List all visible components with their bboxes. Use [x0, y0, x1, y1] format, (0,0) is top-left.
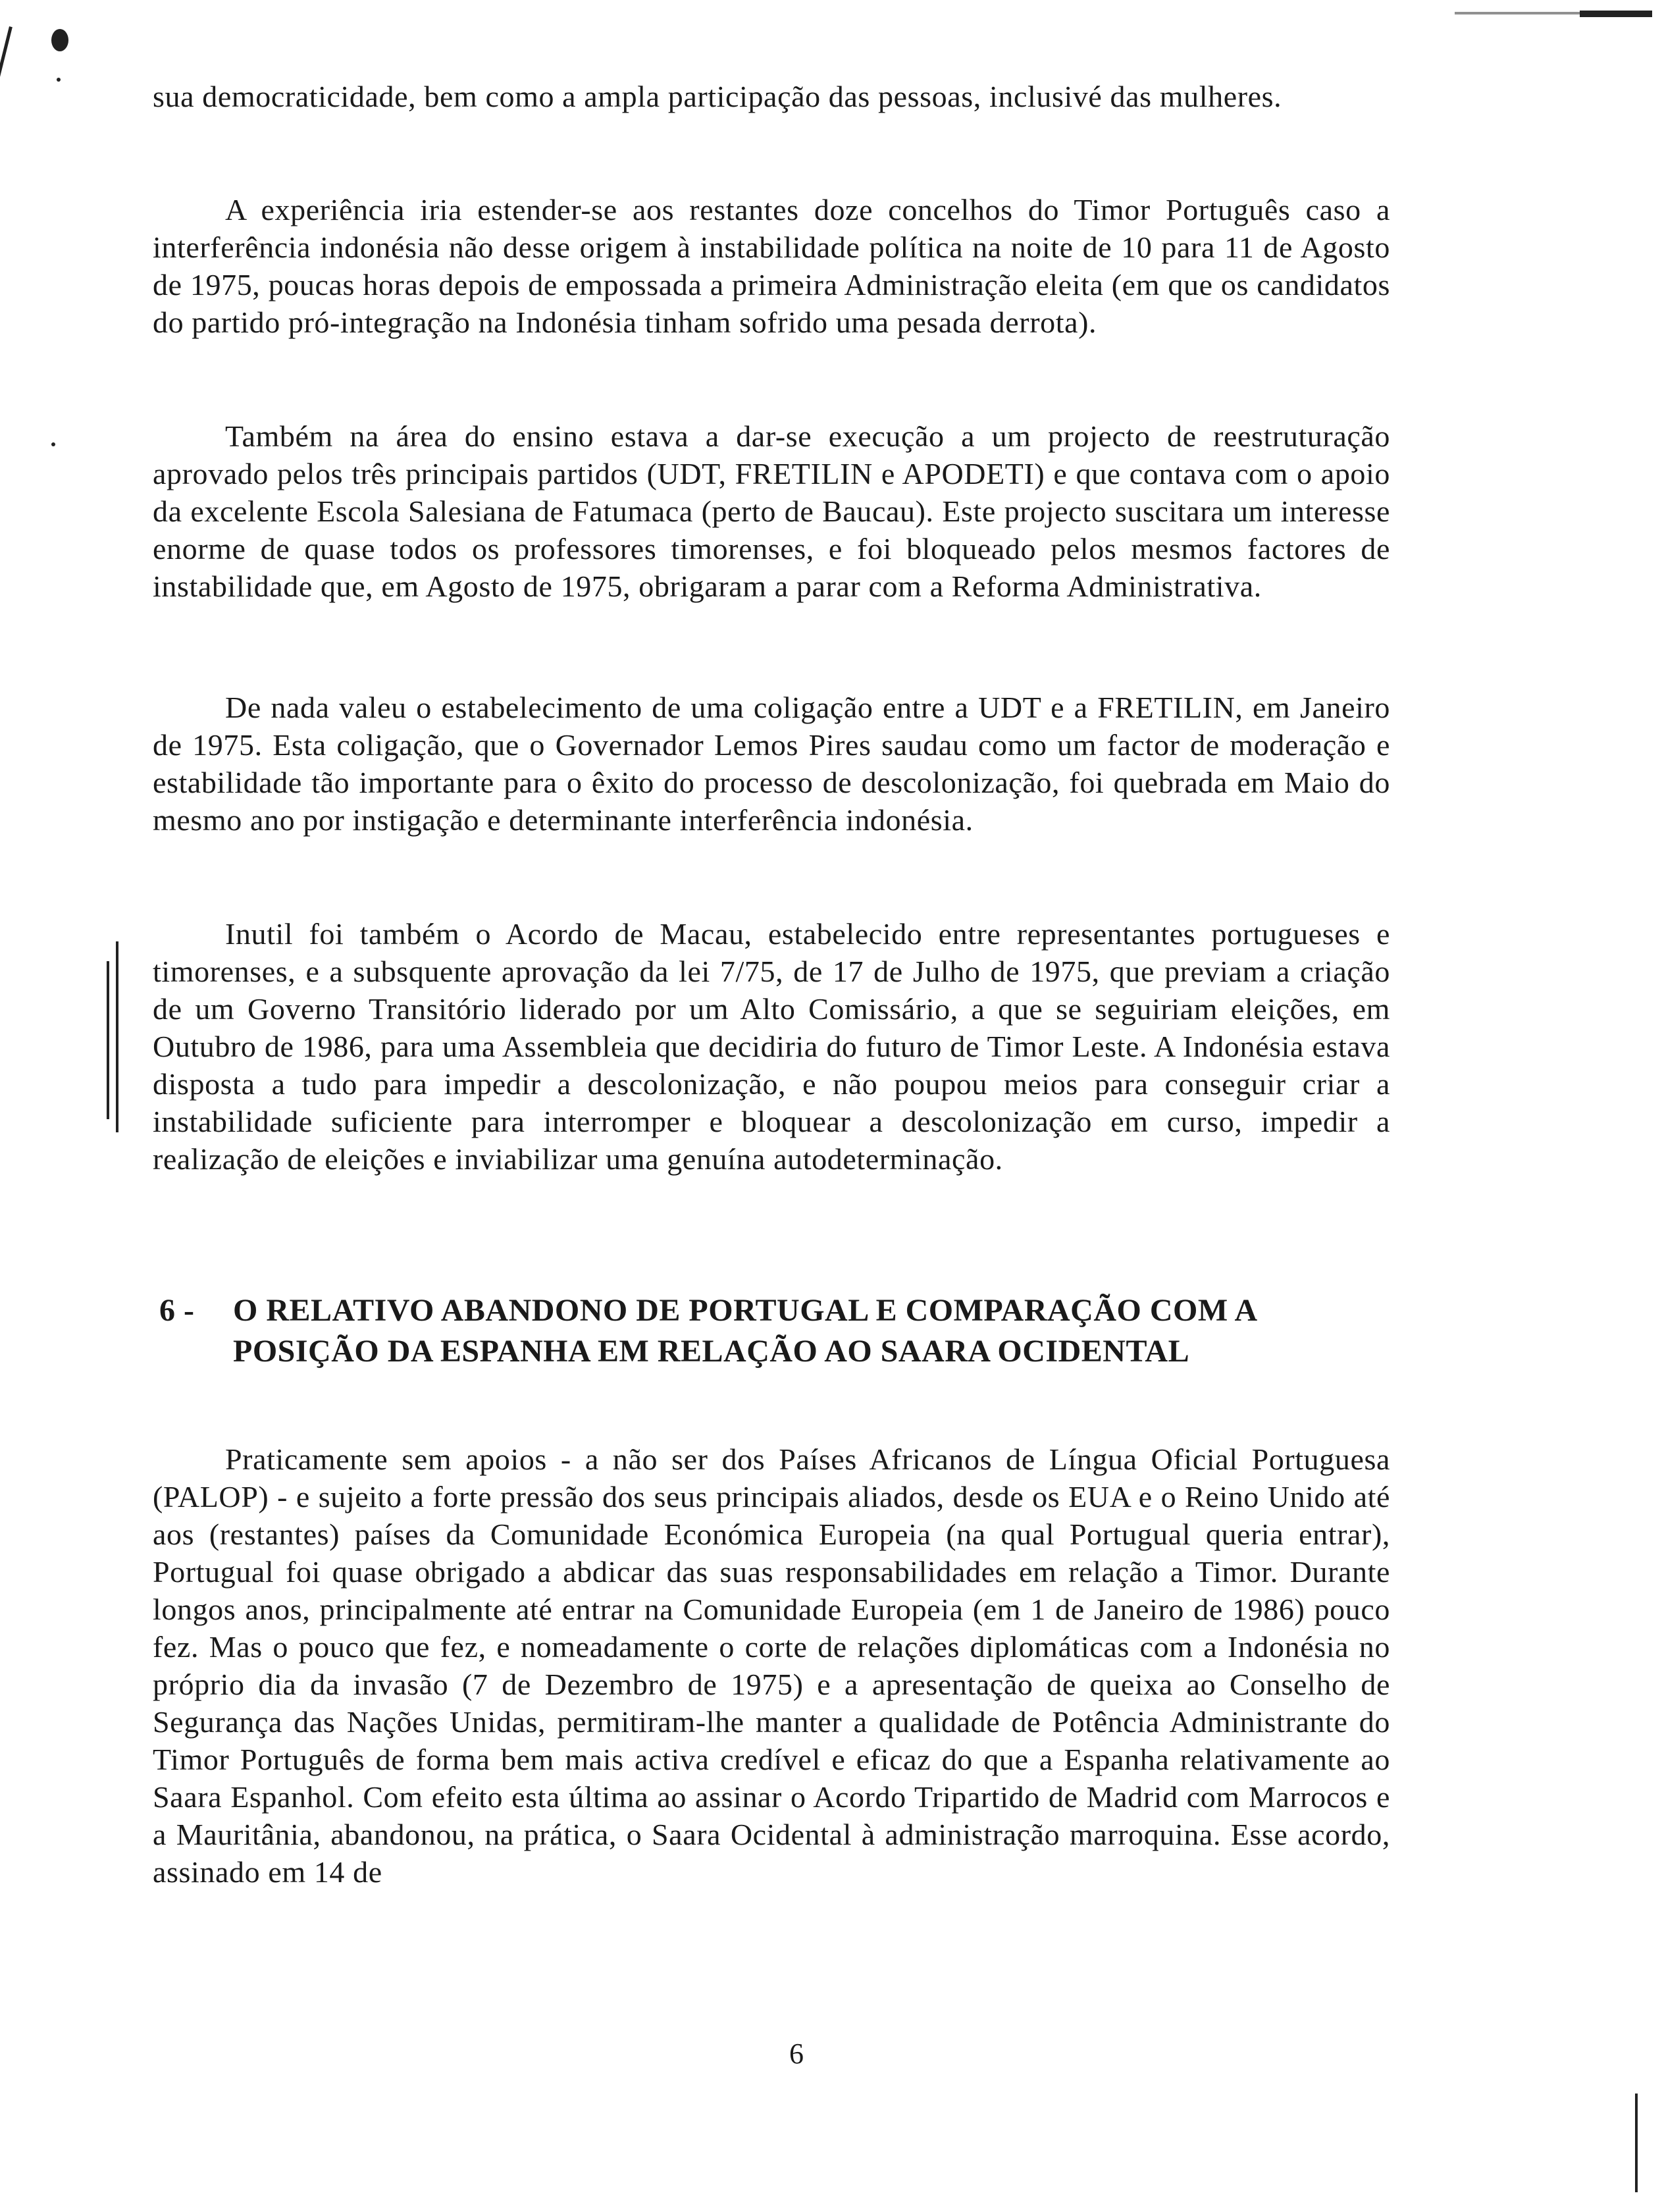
scan-mark-top-right-bold: [1580, 11, 1652, 17]
scan-blot-top-left: [51, 29, 68, 51]
scan-mark-left-margin-1: [107, 961, 109, 1119]
scan-mark-left-margin-2: [116, 941, 118, 1132]
paragraph-3: Também na área do ensino estava a dar-se execução a um projecto de reestruturação aprovado pelos três principais partidos (UDT, FRETILIN e APODETI) e que contava com o apoio da excelente Escola Salesiana de Fatumaca (perto de Baucau). Este projecto suscitara um interesse enorme de quase todos os professores timorenses, e foi bloqueado pelos mesmos factores de instabilidade que, em Agosto de 1975, obrigaram a parar com a Reforma Administrativa.: [153, 419, 1390, 603]
scan-dot-left-margin: [51, 442, 55, 446]
paragraph-5: Inutil foi também o Acordo de Macau, estabelecido entre representantes portugueses e timorenses, e a subsquente aprovação da lei 7/75, de 17 de Julho de 1975, que previam a criação de um Governo Transitório liderado por um Alto Comissário, a que se seguiriam eleições, em Outubro de 1986, para uma Assembleia que decidiria do futuro de Timor Leste. A Indonésia estava disposta a tudo para impedir a descolonização, e não poupou meios para conseguir criar a instabilidade suficiente para interromper e bloquear a descolonização em curso, impedir a realização de eleições e inviabilizar uma genuína autodeterminação.: [153, 917, 1390, 1176]
section-paragraph: Praticamente sem apoios - a não ser dos Países Africanos de Língua Oficial Portuguesa (PALOP) - e sujeito a forte pressão dos seus principais aliados, desde os EUA e o Reino Unido até aos (restantes) países da Comunidade Económica Europeia (na qual Portugual queria entrar), Portugual foi quase obrigado a abdicar das suas responsabilidades em relação a Timor. Durante longos anos, principalmente até entrar na Comunidade Europeia (em 1 de Janeiro de 1986) pouco fez. Mas o pouco que fez, e nomeadamente o corte de relações diplomáticas com a Indonésia no próprio dia da invasão (7 de Dezembro de 1975) e a apresentação de queixa ao Conselho de Segurança das Nações Unidas, permitiram-lhe manter a qualidade de Potência Administrante do Timor Português de forma bem mais activa credível e eficaz do que a Espanha relativamente ao Saara Espanhol. Com efeito esta última ao assinar o Acordo Tripartido de Madrid com Marrocos e a Mauritânia, abandonou, na prática, o Saara Ocidental à administração marroquina. Esse acordo, assinado em 14 de: [153, 1442, 1390, 1889]
section-number: 6 -: [159, 1293, 195, 1328]
section-title-line-1: O RELATIVO ABANDONO DE PORTUGAL E COMPARAÇÃO COM A: [233, 1293, 1258, 1328]
section-title: [233, 1290, 1405, 1372]
page-number: 6: [789, 2038, 804, 2070]
scan-dot-top-left: [57, 78, 61, 82]
paragraph-1: sua democraticidade, bem como a ampla participação das pessoas, inclusivé das mulheres.: [153, 80, 1282, 113]
section-title-line-2: POSIÇÃO DA ESPANHA EM RELAÇÃO AO SAARA OCIDENTAL: [233, 1334, 1190, 1369]
paragraph-2: A experiência iria estender-se aos restantes doze concelhos do Timor Português caso a interferência indonésia não desse origem à instabilidade política na noite de 10 para 11 de Agosto de 1975, poucas horas depois de empossada a primeira Administração eleita (em que os candidatos do partido pró-integração na Indonésia tinham sofrido uma pesada derrota).: [153, 193, 1390, 339]
scan-mark-top-left: [0, 26, 13, 123]
paragraph-4: De nada valeu o estabelecimento de uma coligação entre a UDT e a FRETILIN, em Janeiro de 1975. Esta coligação, que o Governador Lemos Pires saudau como um factor de moderação e estabilidade tão importante para o êxito do processo de descolonização, foi quebrada em Maio do mesmo ano por instigação e determinante interferência indonésia.: [153, 691, 1390, 837]
scan-mark-right-edge: [1635, 2094, 1638, 2192]
